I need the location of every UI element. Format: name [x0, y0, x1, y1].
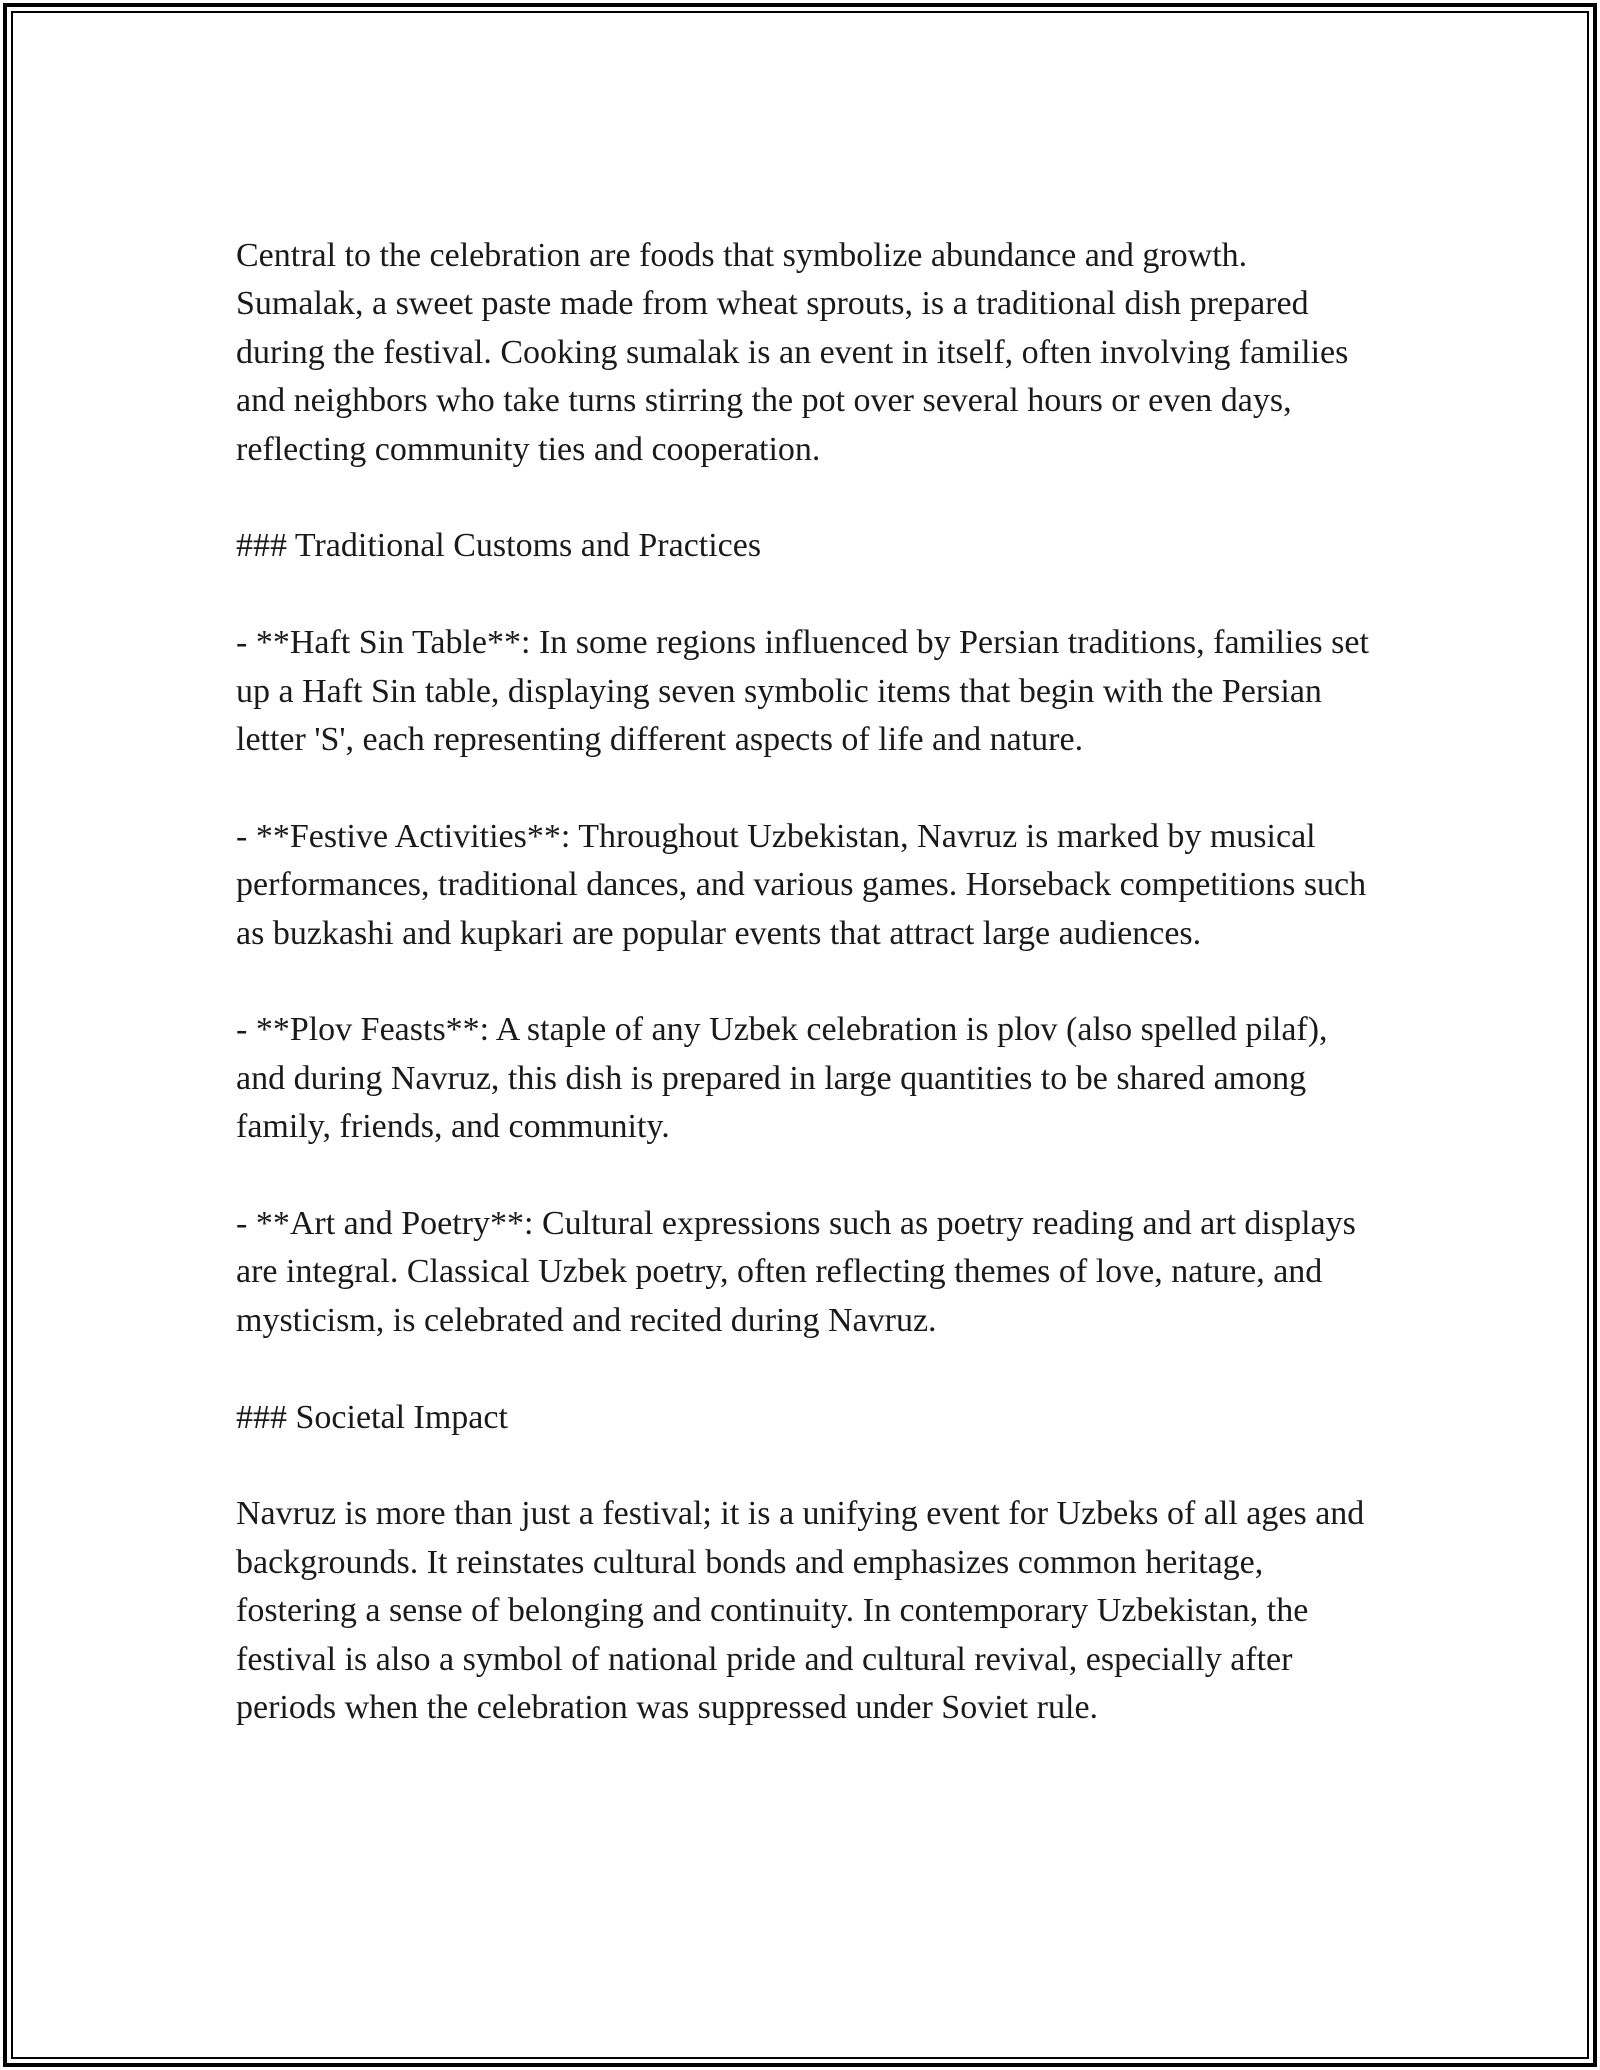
list-item-plov-feasts: - **Plov Feasts**: A staple of any Uzbek celebration is plov (also spelled pilaf), and during Navruz, this dish is prepared in large quantities to be shared among family, friends, and community. — [236, 1011, 1328, 1146]
paragraph-sumalak: Central to the celebration are foods that symbolize abundance and growth. Sumalak, a sweet paste made from wheat sprouts, is a traditional dish prepared during the festival. Cooking sumalak is an event in itself, often involving families and neighbors who take turns stirring the pot over several hours or even days, reflecting community ties and cooperation. — [236, 237, 1349, 468]
document-body — [236, 232, 1376, 1732]
heading-societal-impact: ### Societal Impact — [236, 1398, 508, 1436]
paragraph-societal-impact: Navruz is more than just a festival; it is a unifying event for Uzbeks of all ages and backgrounds. It reinstates cultural bonds and emphasizes common heritage, fostering a sense of belonging and continuity. In contemporary Uzbekistan, the festival is also a symbol of national pride and cultural revival, especially after periods when the celebration was suppressed under Soviet rule. — [236, 1495, 1365, 1727]
list-item-haft-sin: - **Haft Sin Table**: In some regions influenced by Persian traditions, families set up a Haft Sin table, displaying seven symbolic items that begin with the Persian letter 'S', each representing different aspects of life and nature. — [236, 624, 1369, 759]
list-item-art-poetry: - **Art and Poetry**: Cultural expressions such as poetry reading and art displays are integral. Classical Uzbek poetry, often reflecting themes of love, nature, and mysticism, is celebrated and recited during Navruz. — [236, 1205, 1356, 1339]
heading-traditional-customs: ### Traditional Customs and Practices — [236, 527, 762, 565]
list-item-festive-activities: - **Festive Activities**: Throughout Uzbekistan, Navruz is marked by musical performances, traditional dances, and various games. Horseback competitions such as buzkashi and kupkari are popular events that attract large audiences. — [236, 817, 1367, 952]
